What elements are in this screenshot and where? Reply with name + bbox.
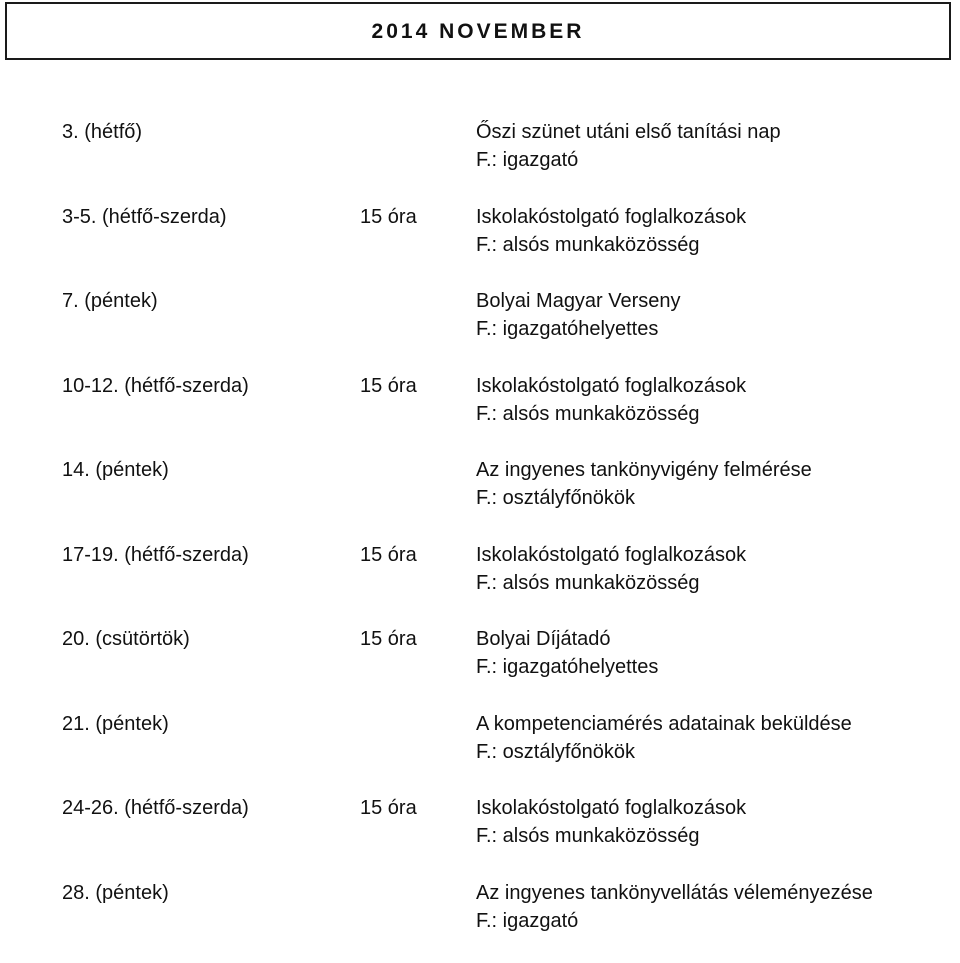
event-time: 15 óra bbox=[360, 794, 417, 822]
event-title: Iskolakóstolgató foglalkozások bbox=[476, 203, 746, 231]
event-date: 17-19. (hétfő-szerda) bbox=[62, 541, 249, 569]
event-responsible: F.: igazgatóhelyettes bbox=[476, 315, 658, 343]
event-date: 3. (hétfő) bbox=[62, 118, 142, 146]
event-title: Iskolakóstolgató foglalkozások bbox=[476, 541, 746, 569]
event-time: 15 óra bbox=[360, 625, 417, 653]
event-row bbox=[0, 879, 960, 963]
event-responsible: F.: igazgató bbox=[476, 146, 578, 174]
event-title: A kompetenciamérés adatainak beküldése bbox=[476, 710, 852, 738]
event-responsible: F.: osztályfőnökök bbox=[476, 738, 635, 766]
event-time: 15 óra bbox=[360, 372, 417, 400]
event-responsible: F.: igazgatóhelyettes bbox=[476, 653, 658, 681]
event-row bbox=[0, 710, 960, 795]
event-row bbox=[0, 118, 960, 203]
event-row bbox=[0, 794, 960, 879]
event-date: 7. (péntek) bbox=[62, 287, 158, 315]
event-date: 20. (csütörtök) bbox=[62, 625, 190, 653]
event-responsible: F.: alsós munkaközösség bbox=[476, 231, 699, 259]
event-title: Iskolakóstolgató foglalkozások bbox=[476, 794, 746, 822]
event-responsible: F.: alsós munkaközösség bbox=[476, 569, 699, 597]
event-time: 15 óra bbox=[360, 203, 417, 231]
event-responsible: F.: alsós munkaközösség bbox=[476, 822, 699, 850]
event-row bbox=[0, 625, 960, 710]
event-time: 15 óra bbox=[360, 541, 417, 569]
event-title: Az ingyenes tankönyvigény felmérése bbox=[476, 456, 812, 484]
event-title: Őszi szünet utáni első tanítási nap bbox=[476, 118, 781, 146]
event-row bbox=[0, 456, 960, 541]
event-list bbox=[0, 118, 960, 963]
event-date: 24-26. (hétfő-szerda) bbox=[62, 794, 249, 822]
event-row bbox=[0, 287, 960, 372]
event-row bbox=[0, 372, 960, 457]
event-date: 10-12. (hétfő-szerda) bbox=[62, 372, 249, 400]
event-responsible: F.: alsós munkaközösség bbox=[476, 400, 699, 428]
event-title: Iskolakóstolgató foglalkozások bbox=[476, 372, 746, 400]
page-title: 2014 NOVEMBER bbox=[372, 21, 585, 42]
event-date: 14. (péntek) bbox=[62, 456, 169, 484]
event-date: 28. (péntek) bbox=[62, 879, 169, 907]
title-box bbox=[5, 2, 951, 60]
event-row bbox=[0, 541, 960, 626]
event-title: Bolyai Magyar Verseny bbox=[476, 287, 681, 315]
event-row bbox=[0, 203, 960, 288]
event-responsible: F.: igazgató bbox=[476, 907, 578, 935]
event-responsible: F.: osztályfőnökök bbox=[476, 484, 635, 512]
event-title: Bolyai Díjátadó bbox=[476, 625, 611, 653]
event-title: Az ingyenes tankönyvellátás véleményezése bbox=[476, 879, 873, 907]
event-date: 3-5. (hétfő-szerda) bbox=[62, 203, 227, 231]
event-date: 21. (péntek) bbox=[62, 710, 169, 738]
